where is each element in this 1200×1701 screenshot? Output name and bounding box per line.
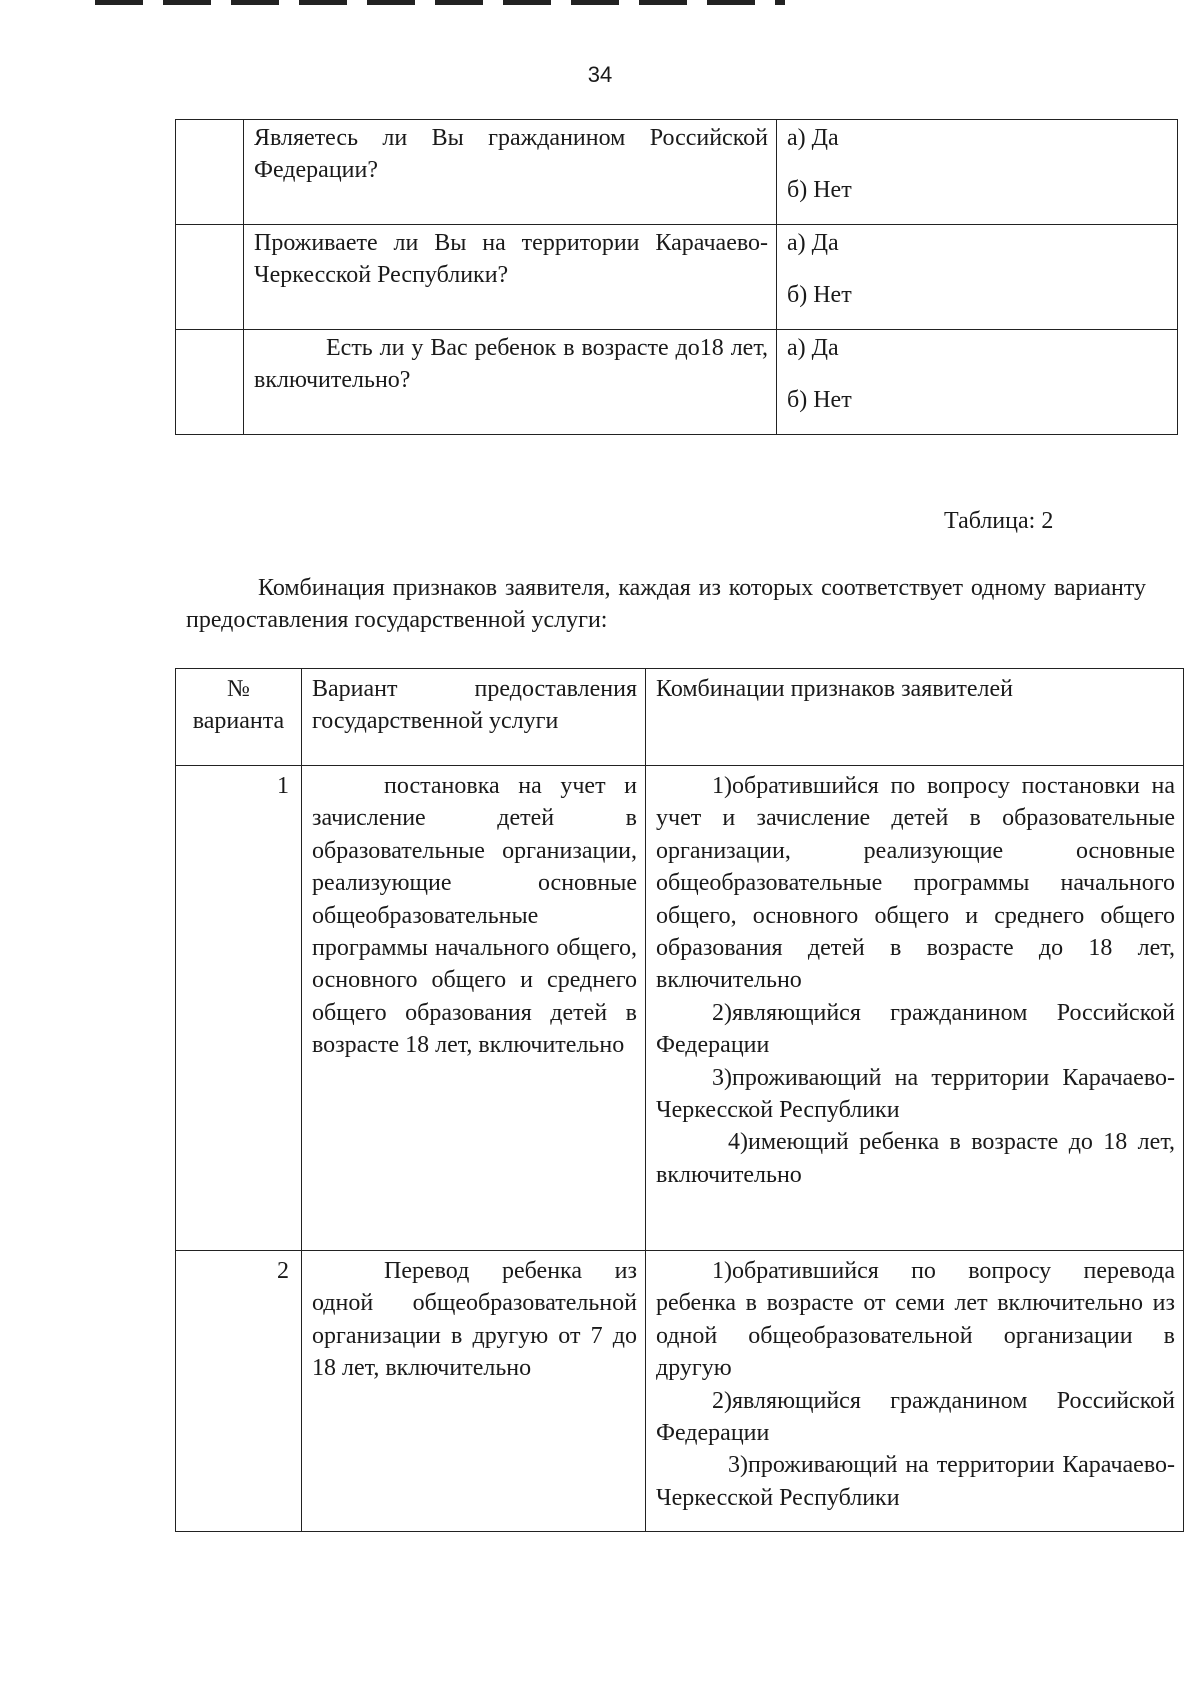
table-row [176,120,1178,225]
empty-cell [176,225,244,330]
option-a: а) Да [787,335,839,361]
criterion-item: 1)обратившийся по вопросу постановки на учет и зачисление детей в образовательные организации, реализующие основные общеобразовательные программы начального общего, основного общего и среднего общего образования детей в возрасте до 18 лет, включительно [656,773,1175,994]
combination-cell [646,766,1184,1251]
table-row [176,330,1178,435]
variants-table [175,668,1184,1532]
top-dash-line [95,0,825,6]
combination-cell [646,1251,1184,1532]
option-b: б) Нет [787,282,852,308]
empty-cell [176,330,244,435]
options-cell [777,225,1178,330]
table-caption: Таблица: 2 [944,508,1054,534]
option-b: б) Нет [787,177,852,203]
question-cell: Являетесь ли Вы гражданином Российской Федерации? [244,120,777,225]
questions-table [175,119,1178,435]
intro-paragraph: Комбинация признаков заявителя, каждая из которых соответствует одному варианту предоставления государственной услуги: [186,575,1146,633]
page-number: 34 [587,62,613,87]
header-number: № варианта [176,669,302,766]
criterion-item: 3)проживающий на территории Карачаево-Черкесской Республики [656,1452,1175,1511]
criterion-item: 3)проживающий на территории Карачаево-Черкесской Республики [656,1064,1175,1124]
table-row [176,225,1178,330]
criterion-item: 1)обратившийся по вопросу перевода ребенка в возрасте от семи лет включительно из одной общеобразовательной организации в другую [656,1258,1175,1382]
criterion-item: 2)являющийся гражданином Российской Федерации [656,1387,1175,1447]
variant-description: постановка на учет и зачисление детей в образовательные организации, реализующие основные общеобразовательные программы начального общего, основного общего и среднего общего образования детей в возрасте 18 лет, включительно [302,766,646,1251]
options-cell [777,120,1178,225]
question-cell: Проживаете ли Вы на территории Карачаево-Черкесской Республики? [244,225,777,330]
question-cell: Есть ли у Вас ребенок в возрасте до18 лет, включительно? [244,330,777,435]
variant-number: 1 [176,766,302,1251]
variant-number: 2 [176,1251,302,1532]
option-a: а) Да [787,230,839,256]
options-cell [777,330,1178,435]
variant-description: Перевод ребенка из одной общеобразовательной организации в другую от 7 до 18 лет, включительно [302,1251,646,1532]
option-a: а) Да [787,125,839,151]
header-row [176,669,1184,766]
header-combination: Комбинации признаков заявителей [646,669,1184,766]
table-row [176,766,1184,1251]
empty-cell [176,120,244,225]
criterion-item: 4)имеющий ребенка в возрасте до 18 лет, включительно [656,1129,1175,1188]
criterion-item: 2)являющийся гражданином Российской Федерации [656,999,1175,1059]
header-variant: Вариант предоставления государственной услуги [302,669,646,766]
option-b: б) Нет [787,387,852,413]
table-row [176,1251,1184,1532]
